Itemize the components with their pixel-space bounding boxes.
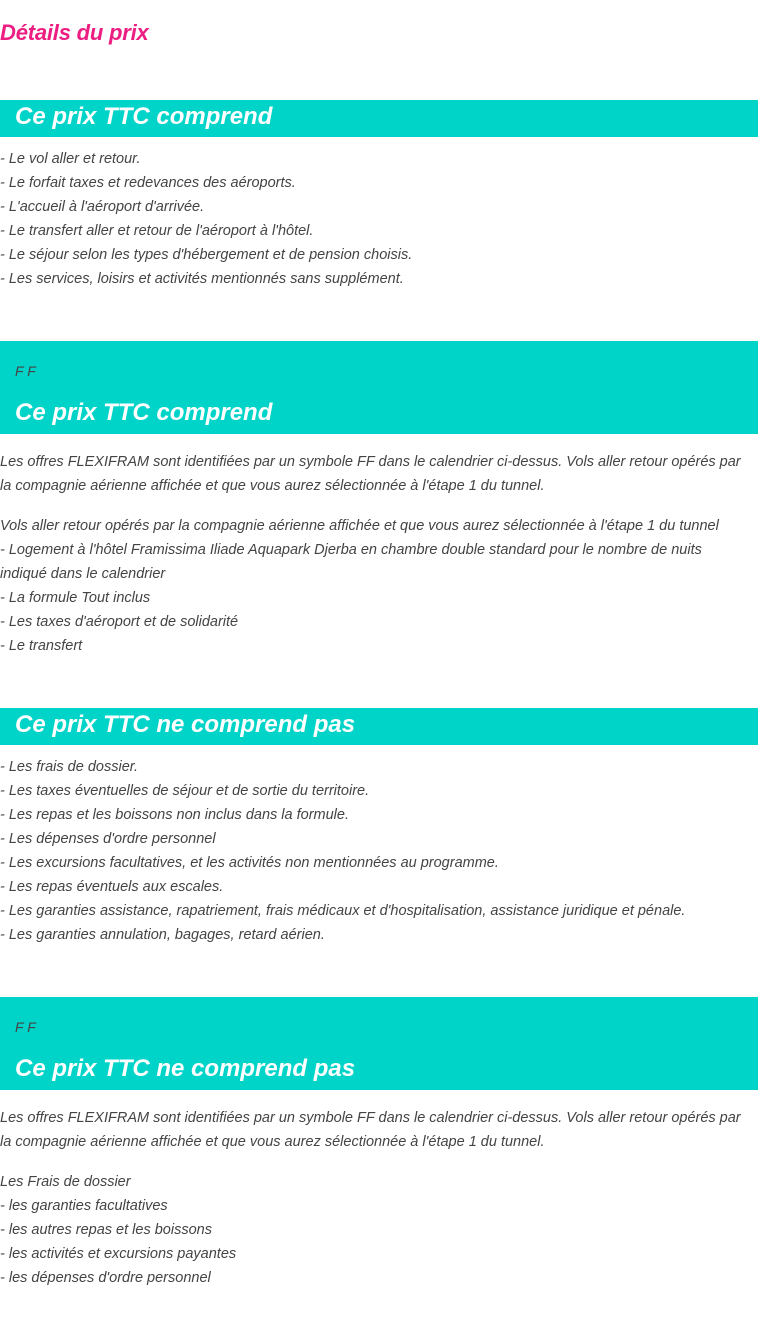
section-header-flexifram-includes — [0, 341, 758, 434]
list-item: - Les garanties assistance, rapatriement, frais médicaux et d'hospitalisation, assistance juridique et pénale. — [0, 903, 686, 919]
list-item: - L'accueil à l'aéroport d'arrivée. — [0, 199, 205, 215]
section-title: Ce prix TTC comprend — [15, 399, 273, 426]
list-item: - les dépenses d'ordre personnel — [0, 1270, 211, 1286]
section-header-flexifram-excludes — [0, 997, 758, 1090]
ff-tag: F F — [15, 363, 36, 379]
excludes-list — [0, 755, 750, 947]
intro-paragraph: Les offres FLEXIFRAM sont identifiées par un symbole FF dans le calendrier ci-dessus. Vols aller retour opérés par la compagnie aérienne affichée et que vous aurez sélectionnée à l'étape 1 du tunnel. — [0, 1110, 741, 1150]
list-item: - Les repas éventuels aux escales. — [0, 879, 224, 895]
section-title: Ce prix TTC ne comprend pas — [15, 1055, 356, 1082]
list-item: - Le séjour selon les types d'hébergement et de pension choisis. — [0, 247, 413, 263]
includes-list — [0, 147, 750, 291]
section-title: Ce prix TTC comprend — [15, 103, 273, 130]
flexifram-intro — [0, 1106, 750, 1154]
list-item: - Le vol aller et retour. — [0, 151, 141, 167]
section-title: Ce prix TTC ne comprend pas — [15, 711, 356, 738]
list-item: - Les excursions facultatives, et les activités non mentionnées au programme. — [0, 855, 499, 871]
list-item: - les garanties facultatives — [0, 1198, 168, 1214]
list-item: Vols aller retour opérés par la compagnie aérienne affichée et que vous aurez sélectionnée à l'étape 1 du tunnel — [0, 518, 719, 534]
section-header-includes — [0, 100, 758, 137]
page-title: Détails du prix — [0, 20, 149, 45]
list-item: - La formule Tout inclus — [0, 590, 151, 606]
list-item: - Les services, loisirs et activités mentionnés sans supplément. — [0, 271, 404, 287]
list-item: - Logement à l'hôtel Framissima Iliade Aquapark Djerba en chambre double standard pour le nombre de nuits indiqué dans le calendrier — [0, 542, 702, 582]
flexifram-intro — [0, 450, 750, 498]
list-item: - Le transfert — [0, 638, 83, 654]
section-header-excludes — [0, 708, 758, 745]
intro-paragraph: Les offres FLEXIFRAM sont identifiées par un symbole FF dans le calendrier ci-dessus. Vols aller retour opérés par la compagnie aérienne affichée et que vous aurez sélectionnée à l'étape 1 du tunnel. — [0, 454, 741, 494]
ff-tag: F F — [15, 1019, 36, 1035]
list-item: - Les taxes éventuelles de séjour et de sortie du territoire. — [0, 783, 370, 799]
flexifram-excludes-list — [0, 1170, 750, 1290]
flexifram-includes-list — [0, 514, 750, 658]
list-item: - Les repas et les boissons non inclus dans la formule. — [0, 807, 349, 823]
list-item: - Le forfait taxes et redevances des aéroports. — [0, 175, 296, 191]
list-item: - Le transfert aller et retour de l'aéroport à l'hôtel. — [0, 223, 314, 239]
list-item: - Les dépenses d'ordre personnel — [0, 831, 216, 847]
list-item: - les autres repas et les boissons — [0, 1222, 212, 1238]
list-item: - Les garanties annulation, bagages, retard aérien. — [0, 927, 325, 943]
list-item: - Les frais de dossier. — [0, 759, 139, 775]
list-item: - les activités et excursions payantes — [0, 1246, 237, 1262]
list-item: Les Frais de dossier — [0, 1174, 131, 1190]
list-item: - Les taxes d'aéroport et de solidarité — [0, 614, 239, 630]
